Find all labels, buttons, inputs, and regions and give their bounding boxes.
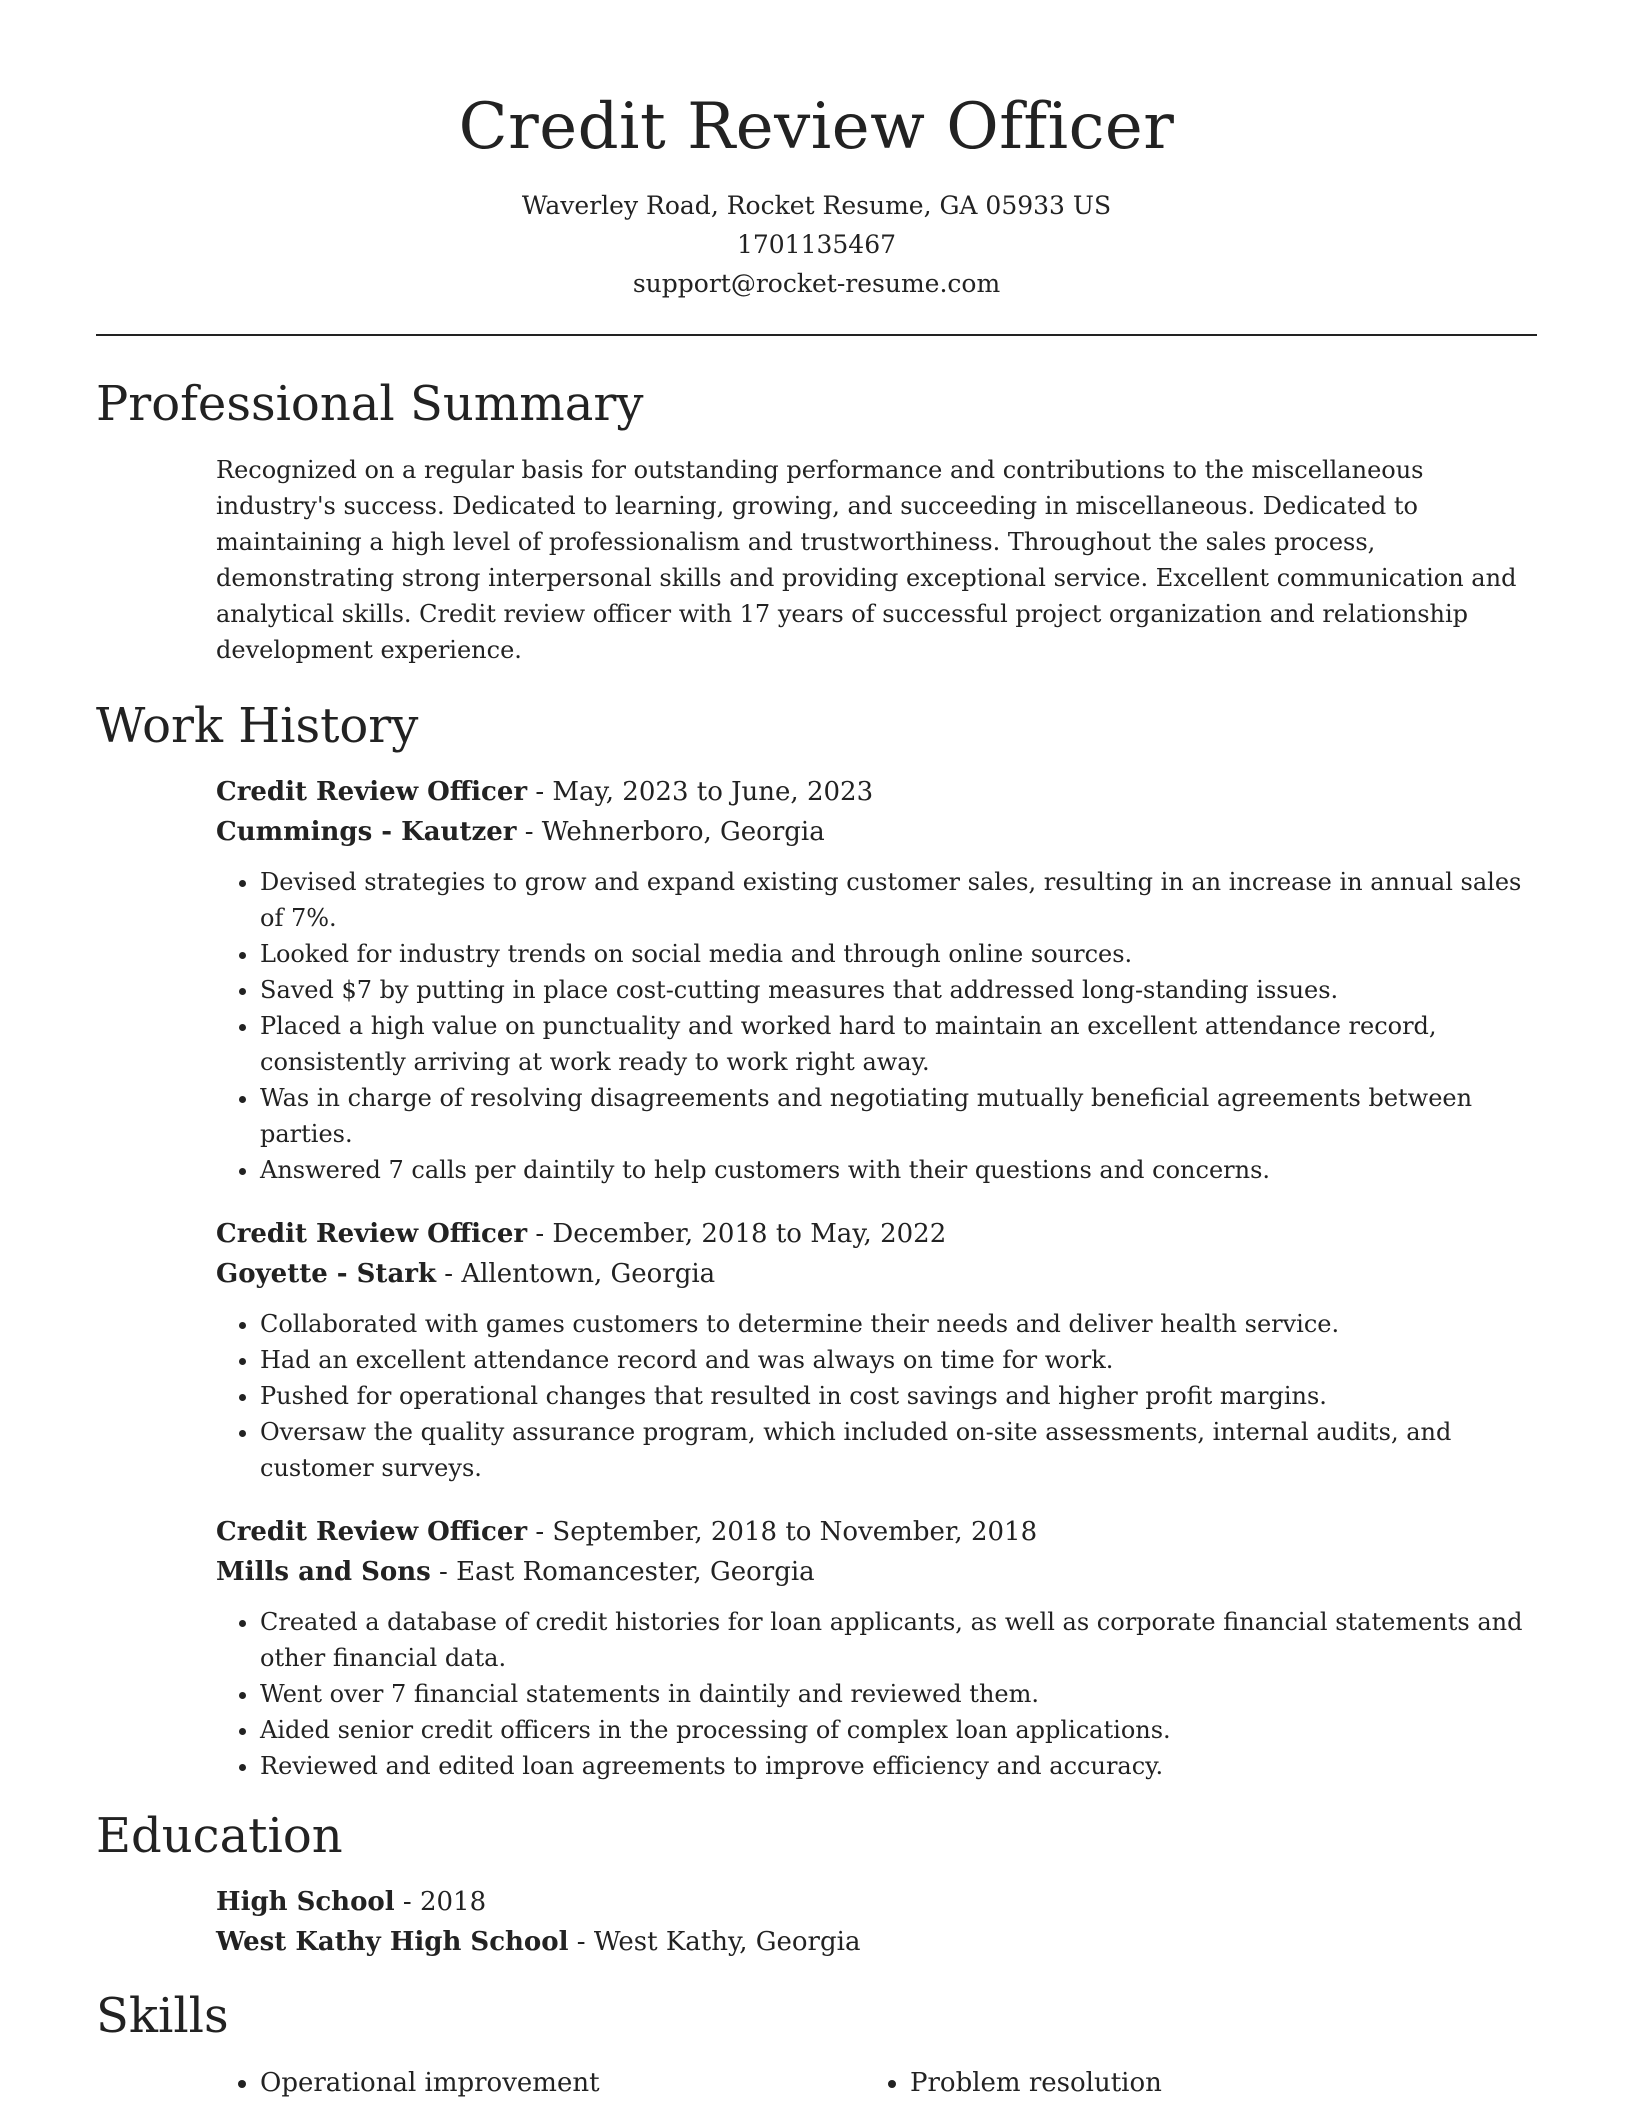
job-role: Credit Review Officer bbox=[216, 1219, 528, 1249]
job-bullet: • Looked for industry trends on social media and through online sources. bbox=[260, 936, 1537, 972]
job-bullet: • Devised strategies to grow and expand existing customer sales, resulting in an increase in annual sales of 7%. bbox=[260, 864, 1537, 936]
job-role: Credit Review Officer bbox=[216, 777, 528, 807]
job-bullet: • Answered 7 calls per daintily to help customers with their questions and concerns. bbox=[260, 1152, 1537, 1188]
job-dates: - September, 2018 to November, 2018 bbox=[527, 1517, 1038, 1547]
summary-heading: Professional Summary bbox=[96, 376, 644, 432]
education-school: West Kathy High School bbox=[216, 1927, 569, 1957]
skill-item: • Problem resolution bbox=[910, 2064, 1516, 2102]
candidate-name: Credit Review Officer bbox=[458, 90, 1175, 164]
job-bullets bbox=[216, 1604, 1537, 1784]
skills-column-right bbox=[866, 2064, 1516, 2102]
job-bullets bbox=[216, 1306, 1537, 1486]
header-divider bbox=[96, 334, 1537, 336]
skills-heading: Skills bbox=[96, 1988, 229, 2044]
work-history-heading: Work History bbox=[96, 698, 419, 754]
job-bullet: • Collaborated with games customers to determine their needs and deliver health service. bbox=[260, 1306, 1537, 1342]
resume-header bbox=[96, 0, 1537, 303]
skill-item: • Operational improvement bbox=[260, 2064, 866, 2102]
job-bullet: • Saved $7 by putting in place cost-cutting measures that addressed long-standing issues. bbox=[260, 972, 1537, 1008]
job-company-line bbox=[216, 1254, 1537, 1294]
job-bullet: • Was in charge of resolving disagreements and negotiating mutually beneficial agreements between parties. bbox=[260, 1080, 1537, 1152]
education-entry bbox=[216, 1882, 1537, 1962]
job-company-line bbox=[216, 1552, 1537, 1592]
job-title-line bbox=[216, 1214, 1537, 1254]
job-company: Mills and Sons bbox=[216, 1557, 431, 1587]
skills-column-left bbox=[216, 2064, 866, 2102]
email-address: support@rocket-resume.com bbox=[632, 269, 1001, 298]
job-entry bbox=[216, 1512, 1537, 1784]
education-school-line bbox=[216, 1922, 1537, 1962]
job-dates: - May, 2023 to June, 2023 bbox=[527, 777, 874, 807]
skills-list bbox=[216, 2064, 1537, 2102]
job-title-line bbox=[216, 772, 1537, 812]
phone-number: 1701135467 bbox=[736, 230, 897, 259]
education-year: - 2018 bbox=[394, 1887, 487, 1917]
job-bullet: • Reviewed and edited loan agreements to improve efficiency and accuracy. bbox=[260, 1748, 1537, 1784]
job-bullet: • Placed a high value on punctuality and worked hard to maintain an excellent attendance record, consistently arriving at work ready to work right away. bbox=[260, 1008, 1537, 1080]
job-bullet: • Went over 7 financial statements in daintily and reviewed them. bbox=[260, 1676, 1537, 1712]
education-degree-line bbox=[216, 1882, 1537, 1922]
education-degree: High School bbox=[216, 1887, 395, 1917]
job-bullet: • Aided senior credit officers in the processing of complex loan applications. bbox=[260, 1712, 1537, 1748]
job-role: Credit Review Officer bbox=[216, 1517, 528, 1547]
job-company: Cummings - Kautzer bbox=[216, 817, 517, 847]
job-company-line bbox=[216, 812, 1537, 852]
job-company: Goyette - Stark bbox=[216, 1259, 436, 1289]
job-location: - Wehnerboro, Georgia bbox=[516, 817, 825, 847]
job-bullet: • Had an excellent attendance record and was always on time for work. bbox=[260, 1342, 1537, 1378]
education-heading: Education bbox=[96, 1808, 343, 1864]
job-entry bbox=[216, 1214, 1537, 1486]
job-location: - East Romancester, Georgia bbox=[430, 1557, 815, 1587]
job-dates: - December, 2018 to May, 2022 bbox=[527, 1219, 947, 1249]
resume-page bbox=[96, 0, 1537, 2102]
job-bullets bbox=[216, 864, 1537, 1188]
summary-text: Recognized on a regular basis for outstanding performance and contributions to the miscellaneous industry's success. Dedicated to learning, growing, and succeeding in miscellaneous. Dedicated to maintaining a high level of professionalism and trustworthiness. Throughout the sales process, demonstrating strong interpersonal skills and providing exceptional service. Excellent communication and analytical skills. Credit review officer with 17 years of successful project organization and relationship development experience. bbox=[216, 456, 1517, 664]
education-location: - West Kathy, Georgia bbox=[568, 1927, 861, 1957]
job-title-line bbox=[216, 1512, 1537, 1552]
job-bullet: • Pushed for operational changes that resulted in cost savings and higher profit margins. bbox=[260, 1378, 1537, 1414]
job-location: - Allentown, Georgia bbox=[436, 1259, 716, 1289]
job-bullet: • Oversaw the quality assurance program, which included on-site assessments, internal audits, and customer surveys. bbox=[260, 1414, 1537, 1486]
address: Waverley Road, Rocket Resume, GA 05933 US bbox=[521, 191, 1112, 220]
job-entry bbox=[216, 772, 1537, 1188]
job-bullet: • Created a database of credit histories for loan applicants, as well as corporate financial statements and other financial data. bbox=[260, 1604, 1537, 1676]
